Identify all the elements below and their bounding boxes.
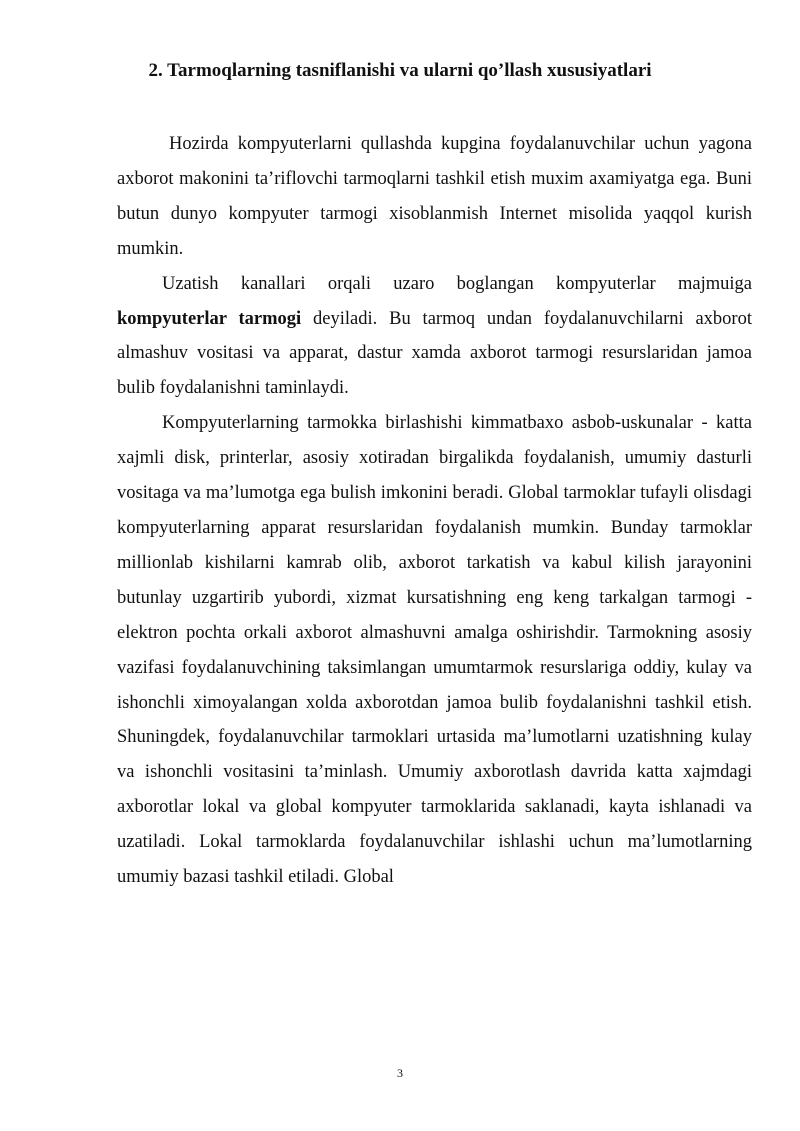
paragraph-2 xyxy=(117,267,752,407)
page-number: 3 xyxy=(397,1066,403,1080)
document-body xyxy=(117,127,752,895)
term-kompyuterlar-tarmogi: kompyuterlar tarmogi xyxy=(117,308,302,329)
paragraph-1: Hozirda kompyuterlarni qullashda kupgina foydalanuvchilar uchun yagona axborot makonini ta’riflovchi tarmoqlarni tashkil etish muxim axamiyatga ega. Buni butun dunyo kompyuter tarmogi xisoblanmish Internet misolida yaqqol kurish mumkin. xyxy=(117,134,752,259)
paragraph-3: Kompyuterlarning tarmokka birlashishi kimmatbaxo asbob-uskunalar - katta xajmli disk, printerlar, asosiy xotiradan birgalikda foydalanish, umumiy dasturli vositaga va ma’lumotga ega bulish imkonini beradi. Global tarmoklar tufayli olisdagi kompyuterlarning apparat resurslaridan foydalanish mumkin. Bunday tarmoklar millionlab kishilarni kamrab olib, axborot tarkatish va kabul kilish jarayonini butunlay uzgartirib yubordi, xizmat kursatishning eng keng tarkalgan tarmogi - elektron pochta orkali axborot almashuvni amalga oshirishdir. Tarmokning asosiy vazifasi foydalanuvchining taksimlangan umumtarmok resurslariga oddiy, kulay va ishonchli ximoyalangan xolda axborotdan jamoa bulib foydalanishni tashkil etish. Shuningdek, foydalanuvchilar tarmoklari urtasida ma’lumotlarni uzatishning kulay va ishonchli vositasini ta’minlash. Umumiy axborotlash davrida katta xajmdagi axborotlar lokal va global kompyuter tarmoklarida saklanadi, kayta ishlanadi va uzatiladi. Lokal tarmoklarda foydalanuvchilar ishlashi uchun ma’lumotlarning umumiy bazasi tashkil etiladi. Global xyxy=(117,413,752,888)
paragraph-2-lead: Uzatish kanallari orqali uzaro boglangan kompyuterlar majmuiga xyxy=(162,273,752,294)
paragraph-2-rest: deyiladi. Bu tarmoq undan foydalanuvchilarni axborot almashuv vositasi va apparat, dastur xamda axborot tarmogi resurslaridan jamoa bulib foydalanishni taminlaydi. xyxy=(117,308,752,399)
section-title: 2. Tarmoqlarning tasniflanishi va ularni qo’llash xususiyatlari xyxy=(148,60,652,81)
